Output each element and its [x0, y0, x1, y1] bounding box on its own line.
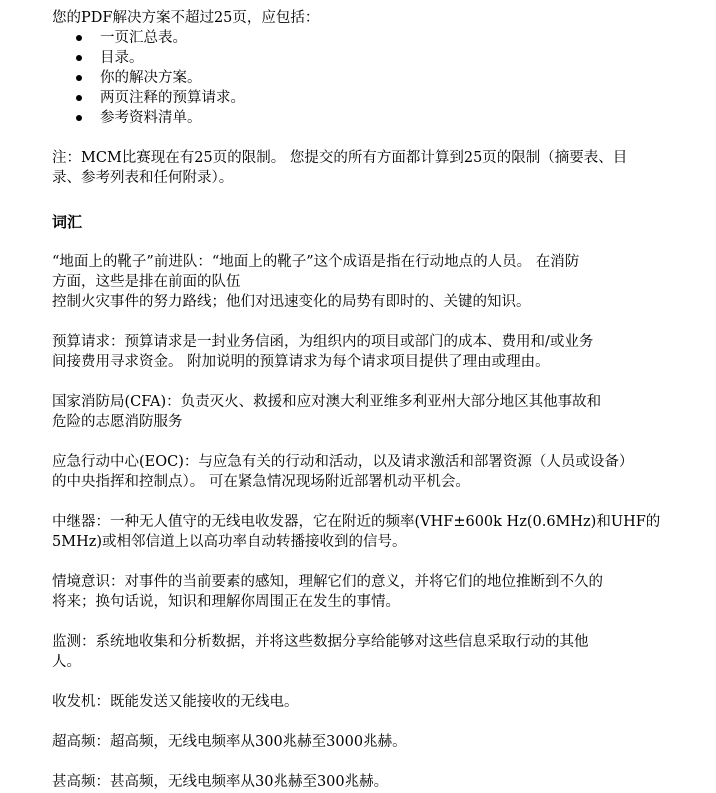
glossary-list — [52, 252, 692, 792]
note-line: 录、参考列表和任何附录）。 — [52, 170, 234, 186]
document-page — [52, 8, 692, 792]
glossary-entry-line: 监测：系统地收集和分析数据，并将这些数据分享给能够对这些信息采取行动的其他 — [52, 634, 589, 650]
glossary-entry — [52, 512, 692, 552]
glossary-entry — [52, 772, 692, 792]
glossary-entry-line: 情境意识：对事件的当前要素的感知，理解它们的意义，并将它们的地位推断到不久的 — [52, 574, 603, 590]
glossary-entry-line: 的中央指挥和控制点）。 可在紧急情况现场附近部署机动平机会。 — [52, 474, 470, 490]
glossary-entry — [52, 692, 692, 712]
glossary-entry — [52, 392, 692, 432]
requirements-list — [52, 28, 692, 128]
glossary-heading: 词汇 — [52, 213, 83, 231]
list-item-text: 目录。 — [100, 50, 144, 66]
glossary-entry — [52, 732, 692, 752]
glossary-entry — [52, 332, 692, 372]
intro-text: 您的PDF解决方案不超过25页，应包括： — [52, 10, 320, 26]
list-item-text: 参考资料清单。 — [100, 110, 202, 126]
note-line: 注：MCM比赛现在有25页的限制。 您提交的所有方面都计算到25页的限制（摘要表、目 — [52, 150, 628, 166]
glossary-entry — [52, 452, 692, 492]
glossary-entry-line: 控制火灾事件的努力路线；他们对迅速变化的局势有即时的、关键的知识。 — [52, 294, 531, 310]
glossary-entry-line: 收发机：既能发送又能接收的无线电。 — [52, 694, 299, 710]
glossary-entry-line: 5MHz)或相邻信道上以高功率自动转播接收到的信号。 — [52, 534, 407, 550]
glossary-entry — [52, 632, 692, 672]
glossary-entry — [52, 252, 692, 312]
list-item-text: 你的解决方案。 — [100, 70, 202, 86]
list-item — [52, 28, 692, 48]
list-item — [52, 68, 692, 88]
bullet-icon — [76, 75, 82, 81]
glossary-entry-line: 中继器：一种无人值守的无线电收发器，它在附近的频率(VHF±600k Hz(0.6MHz)和UHF的 — [52, 514, 661, 530]
list-item — [52, 108, 692, 128]
list-item — [52, 88, 692, 108]
list-item-text: 一页汇总表。 — [100, 30, 187, 46]
glossary-entry-line: “地面上的靴子”前进队：“地面上的靴子”这个成语是指在行动地点的人员。 在消防 — [52, 254, 580, 270]
page-limit-note — [52, 148, 692, 188]
glossary-entry-line: 预算请求：预算请求是一封业务信函，为组织内的项目或部门的成本、费用和/或业务 — [52, 334, 594, 350]
bullet-icon — [76, 35, 82, 41]
glossary-entry-line: 危险的志愿消防服务 — [52, 414, 183, 430]
glossary-entry-line: 超高频：超高频，无线电频率从300兆赫至3000兆赫。 — [52, 734, 407, 750]
bullet-icon — [76, 95, 82, 101]
glossary-entry-line: 应急行动中心(EOC)：与应急有关的行动和活动，以及请求激活和部署资源（人员或设备） — [52, 454, 634, 470]
glossary-entry-line: 甚高频：甚高频，无线电频率从30兆赫至300兆赫。 — [52, 774, 389, 790]
bullet-icon — [76, 55, 82, 61]
glossary-entry — [52, 572, 692, 612]
glossary-entry-line: 方面，这些是排在前面的队伍 — [52, 274, 241, 290]
list-item — [52, 48, 692, 68]
bullet-icon — [76, 115, 82, 121]
glossary-entry-line: 间接费用寻求资金。 附加说明的预算请求为每个请求项目提供了理由或理由。 — [52, 354, 550, 370]
list-item-text: 两页注释的预算请求。 — [100, 90, 245, 106]
glossary-entry-line: 国家消防局(CFA)：负责灭火、救援和应对澳大利亚维多利亚州大部分地区其他事故和 — [52, 394, 602, 410]
glossary-entry-line: 人。 — [52, 654, 81, 670]
glossary-entry-line: 将来；换句话说，知识和理解你周围正在发生的事情。 — [52, 594, 400, 610]
